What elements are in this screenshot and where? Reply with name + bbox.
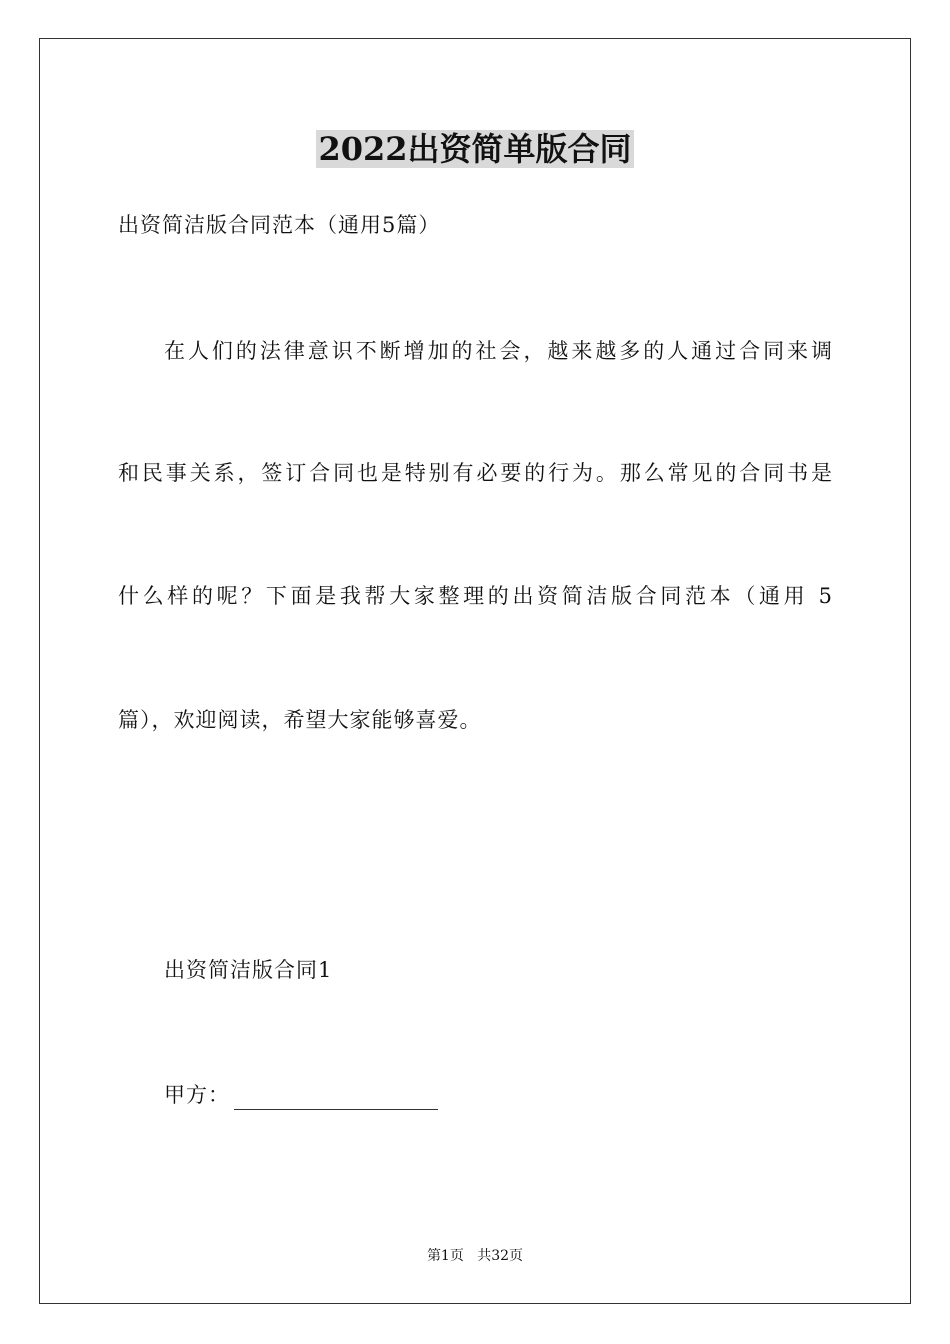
intro-paragraph-line-2: 和民事关系，签订合同也是特别有必要的行为。那么常见的合同书是 — [118, 461, 833, 485]
party-a-blank-line[interactable] — [234, 1087, 438, 1110]
document-title — [0, 127, 950, 171]
page-footer — [0, 1246, 950, 1266]
total-pages: 共32页 — [477, 1248, 524, 1264]
document-subtitle: 出资简洁版合同范本（通用5篇） — [118, 213, 441, 237]
section-heading: 出资简洁版合同1 — [164, 958, 333, 982]
intro-paragraph-line-3: 什么样的呢？下面是我帮大家整理的出资简洁版合同范本（通用 5 — [118, 584, 833, 608]
document-title-text: 2022出资简单版合同 — [318, 130, 632, 168]
party-a-label: 甲方： — [164, 1083, 230, 1107]
intro-paragraph-line-4: 篇），欢迎阅读，希望大家能够喜爱。 — [118, 708, 482, 732]
page-indicator: 第1页 — [426, 1248, 464, 1264]
intro-paragraph-line-1: 在人们的法律意识不断增加的社会，越来越多的人通过合同来调 — [164, 339, 833, 363]
party-a-field — [164, 1080, 438, 1110]
